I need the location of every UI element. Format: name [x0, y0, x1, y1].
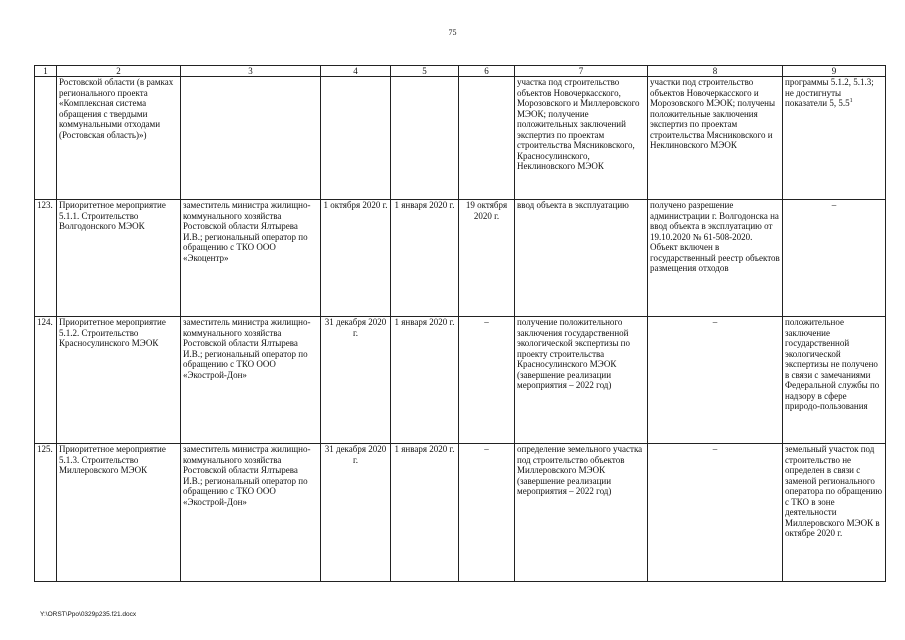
expected-result: получение положительного заключения государственной экологической экспертизы по проекту строительства Красносулинского МЭОК (завершение реализации мероприятия – 2022 год): [515, 317, 648, 444]
responsible: заместитель министра жилищно-коммунального хозяйства Ростовской области Ялтырева И.В.; региональный оператор по обращению с ТКО ООО «Экострой-Дон»: [181, 317, 321, 444]
problems: [783, 444, 886, 582]
responsible: заместитель министра жилищно-коммунального хозяйства Ростовской области Ялтырева И.В.; региональный оператор по обращению с ТКО ООО «Экострой-Дон»: [181, 444, 321, 582]
planned-date: [321, 77, 391, 200]
start-date: 1 января 2020 г.: [391, 317, 459, 444]
row-number: 125.: [35, 444, 57, 582]
footnote-mark: 1: [849, 98, 853, 104]
table-row: [35, 317, 886, 444]
table-row: [35, 200, 886, 317]
page-number: 75: [448, 28, 457, 37]
start-date: [391, 77, 459, 200]
table-row: [35, 77, 886, 200]
expected-result: ввод объекта в эксплуатацию: [515, 200, 648, 317]
col-header-1: 1: [35, 66, 57, 77]
col-header-5: 5: [391, 66, 459, 77]
measure-name: Приоритетное мероприятие 5.1.3. Строительство Миллеровского МЭОК: [57, 444, 181, 582]
start-date: 1 января 2020 г.: [391, 200, 459, 317]
planned-date: 31 декабря 2020 г.: [321, 317, 391, 444]
achieved-result: –: [648, 317, 783, 444]
achieved-result: участки под строительство объектов Новочеркасского и Морозовского МЭОК; получены положительные заключения экспертиз по проектам строительства Мясниковского и Неклиновского МЭОК: [648, 77, 783, 200]
actual-date: 19 октября 2020 г.: [459, 200, 515, 317]
start-date: 1 января 2020 г.: [391, 444, 459, 582]
col-header-8: 8: [648, 66, 783, 77]
row-number: [35, 77, 57, 200]
actual-date: [459, 77, 515, 200]
expected-result: участка под строительство объектов Новочеркасского, Морозовского и Миллеровского МЭОК; получение положительных заключений экспертиз по проектам строительства Мясниковского, Красносулинского, Неклиновского МЭОК: [515, 77, 648, 200]
col-header-9: 9: [783, 66, 886, 77]
col-header-2: 2: [57, 66, 181, 77]
measure-name: Приоритетное мероприятие 5.1.2. Строительство Красносулинского МЭОК: [57, 317, 181, 444]
actual-date: –: [459, 317, 515, 444]
responsible: заместитель министра жилищно-коммунального хозяйства Ростовской области Ялтырева И.В.; региональный оператор по обращению с ТКО ООО «Экоцентр»: [181, 200, 321, 317]
measure-name: [57, 77, 181, 200]
row-number: 123.: [35, 200, 57, 317]
responsible: [181, 77, 321, 200]
col-header-3: 3: [181, 66, 321, 77]
row-number: 124.: [35, 317, 57, 444]
problems-text: программы 5.1.2, 5.1.3; не достигнуты показатели 5, 5.5: [785, 77, 874, 108]
problems: –: [783, 200, 886, 317]
table-row: [35, 444, 886, 582]
problems-text: положительное заключение государственной экологической экспертизы не получено в связи с замечаниями Федеральной службы по надзору в сфере природо-пользования: [785, 317, 880, 411]
achieved-result-text: получено разрешение администрации г. Волгодонска на ввод объекта в эксплуатацию от 19.10.2020 № 61-508-2020. Объект включен в государственный реестр объектов размещения отходов: [650, 200, 780, 273]
table-header-row: [35, 66, 886, 77]
measures-table: [34, 65, 886, 582]
achieved-result: [648, 200, 783, 317]
col-header-6: 6: [459, 66, 515, 77]
planned-date: 31 декабря 2020 г.: [321, 444, 391, 582]
problems-text: земельный участок под строительство не определен в связи с заменой регионального оператора по обращению с ТКО в зоне деятельности Миллеровского МЭОК в октябре 2020 г.: [785, 444, 883, 538]
col-header-4: 4: [321, 66, 391, 77]
planned-date: 1 октября 2020 г.: [321, 200, 391, 317]
measure-name-text: Ростовской области (в рамках регионального проекта «Комплексная система обращения с твердыми коммунальными отходами (Ростовская область)»): [59, 77, 174, 140]
problems: [783, 317, 886, 444]
col-header-7: 7: [515, 66, 648, 77]
file-path-footer: Y:\ORST\Ppo\0329p235.f21.docx: [40, 611, 137, 618]
expected-result: определение земельного участка под строительство объектов Миллеровского МЭОК (завершение реализации мероприятия – 2022 год): [515, 444, 648, 582]
achieved-result: –: [648, 444, 783, 582]
actual-date: –: [459, 444, 515, 582]
measure-name: Приоритетное мероприятие 5.1.1. Строительство Волгодонского МЭОК: [57, 200, 181, 317]
problems: [783, 77, 886, 200]
